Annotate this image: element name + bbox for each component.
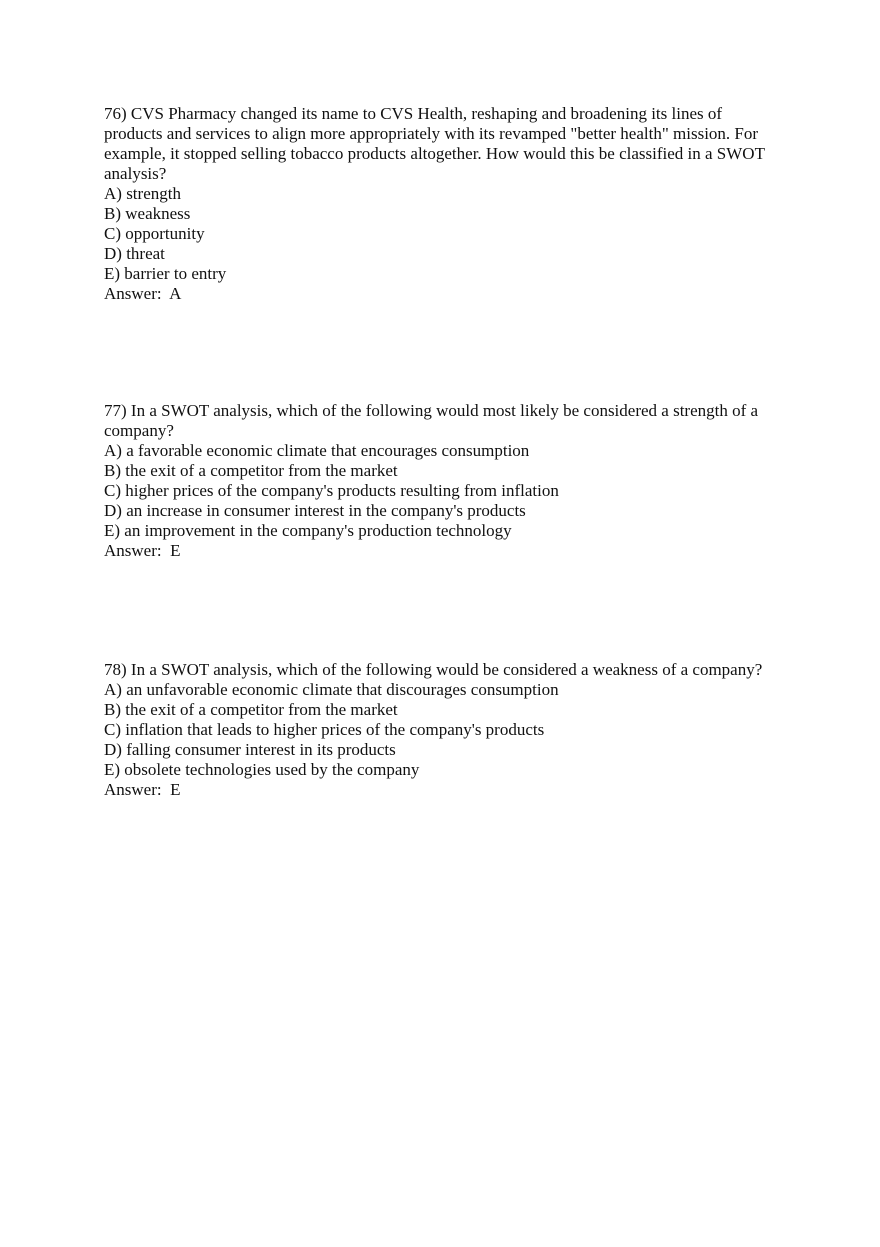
answer-option-c: C) inflation that leads to higher prices of the company's products [104, 720, 545, 739]
question-stem-line: company? [104, 421, 174, 440]
answer-option-e: E) obsolete technologies used by the company [104, 760, 420, 779]
question-stem-line: 78) In a SWOT analysis, which of the following would be considered a weakness of a company? [104, 660, 763, 679]
answer-option-a: A) strength [104, 184, 181, 203]
answer-option-e: E) barrier to entry [104, 264, 227, 283]
answer-key: Answer: A [104, 284, 182, 303]
answer-option-d: D) threat [104, 244, 165, 263]
question-78 [104, 660, 794, 800]
question-stem-line: products and services to align more appropriately with its revamped "better health" mission. For [104, 124, 759, 143]
answer-option-c: C) higher prices of the company's products resulting from inflation [104, 481, 559, 500]
question-stem-line: 76) CVS Pharmacy changed its name to CVS Health, reshaping and broadening its lines of [104, 104, 723, 123]
answer-key: Answer: E [104, 780, 181, 799]
answer-option-d: D) falling consumer interest in its products [104, 740, 396, 759]
answer-option-d: D) an increase in consumer interest in the company's products [104, 501, 526, 520]
answer-key: Answer: E [104, 541, 181, 560]
answer-option-b: B) the exit of a competitor from the market [104, 700, 398, 719]
question-76 [104, 104, 794, 304]
question-stem-line: 77) In a SWOT analysis, which of the following would most likely be considered a strength of a [104, 401, 759, 420]
question-stem-line: analysis? [104, 164, 167, 183]
question-77 [104, 401, 794, 561]
answer-option-b: B) weakness [104, 204, 191, 223]
answer-option-c: C) opportunity [104, 224, 205, 243]
answer-option-b: B) the exit of a competitor from the market [104, 461, 398, 480]
answer-option-a: A) an unfavorable economic climate that discourages consumption [104, 680, 559, 699]
answer-option-a: A) a favorable economic climate that encourages consumption [104, 441, 530, 460]
answer-option-e: E) an improvement in the company's production technology [104, 521, 512, 540]
question-stem-line: example, it stopped selling tobacco products altogether. How would this be classified in a SWOT [104, 144, 765, 163]
